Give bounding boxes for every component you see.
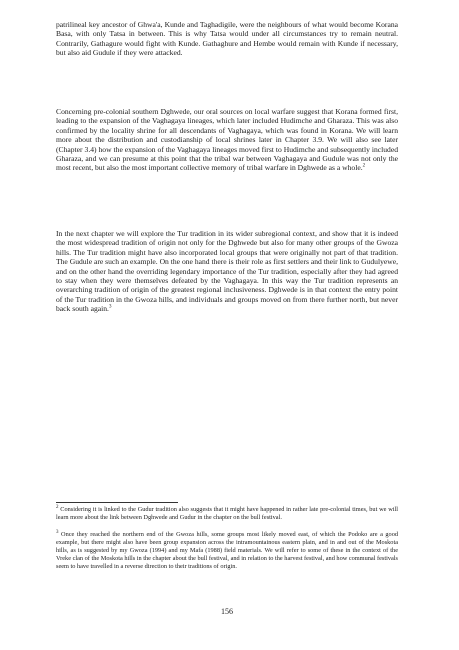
footnote-2-number: 2 (56, 504, 59, 510)
footnote-2 (56, 506, 398, 522)
footnote-3-number: 3 (56, 529, 59, 535)
paragraph-1-text: patrilineal key ancestor of Ghwa'a, Kunde and Taghadigile, were the neighbours of what would become Korana Basa, with only Tatsa in between. This is why Tatsa would under all circumstances try to remain neutral. Contrarily, Gathagure would fight with Kunde. Gathaghure and Hembe would remain with Kunde if necessary, but also aid Gudule if they were attacked. (56, 20, 398, 58)
paragraph-3 (56, 229, 398, 314)
footnote-3-text: Once they reached the northern end of the Gwoza hills, some groups most likely moved east, of which the Podoko are a good example, but there might also have been group expansion across the intramountainous eastern plain, and in and out of the Moskota hills, as is suggested by my Gwoza (1994) and my Mafa (1988) field materials. We will refer to some of these in the context of the Vreke clan of the Moskota hills in the chapter about the bull festival, and in relation to the harvest festival, and how communal festivals seem to have travelled in a reverse direction to their traditions of origin. (56, 531, 399, 570)
paragraph-1 (56, 20, 398, 58)
paragraph-3-text: In the next chapter we will explore the Tur tradition in its wider subregional context, and show that it is indeed the most widespread tradition of origin not only for the Dghwede but also for many other groups of the Gwoza hills. The Tur tradition might have also incorporated local groups that were originally not part of that tradition. The Gudule are such an example. On the one hand there is their role as first settlers and their link to Gudulyewe, and on the other hand the overriding legendary importance of the Tur tradition, especially after they had agreed to stay when they were themselves defeated by the Vaghagaya. In this way the Tur tradition represents an overarching tradition of origin of the greatest regional inclusiveness. Dghwede is in that context the entry point of the Tur tradition in the Gwoza hills, and individuals and groups moved on from there further north, but never back south again. (56, 229, 398, 314)
footnote-ref-2[interactable]: 2 (362, 163, 366, 169)
page-number: 156 (221, 607, 233, 616)
footnote-ref-3[interactable]: 3 (108, 304, 112, 310)
footnote-3 (56, 531, 398, 571)
paragraph-2-text: Concerning pre-colonial southern Dghwede, our oral sources on local warfare suggest that Korana formed first, leading to the expansion of the Vaghagaya lineages, which later included Hudimche and Gharaza. This was also confirmed by the locality shrine for all descendants of Vaghagaya, which was found in Korana. We will learn more about the distribution and custodianship of local shrines later in Chapter 3.9. We will also see later (Chapter 3.4) how the expansion of the Vaghagaya lineages moved first to Hudimche and subsequently included Gharaza, and we can presume at this point that the tribal war between Vaghagaya and Gudule was not only the most recent, but also the most important collective memory of tribal warfare in Dghwede as a whole. (56, 107, 398, 173)
footnote-2-text: Considering it is linked to the Gudur tradition also suggests that it might have happened in rather late pre-colonial times, but we will learn more about the link between Dghwede and Gudur in the chapter on the bull festival. (56, 506, 399, 521)
paragraph-2 (56, 107, 398, 173)
footnote-divider (56, 502, 178, 503)
